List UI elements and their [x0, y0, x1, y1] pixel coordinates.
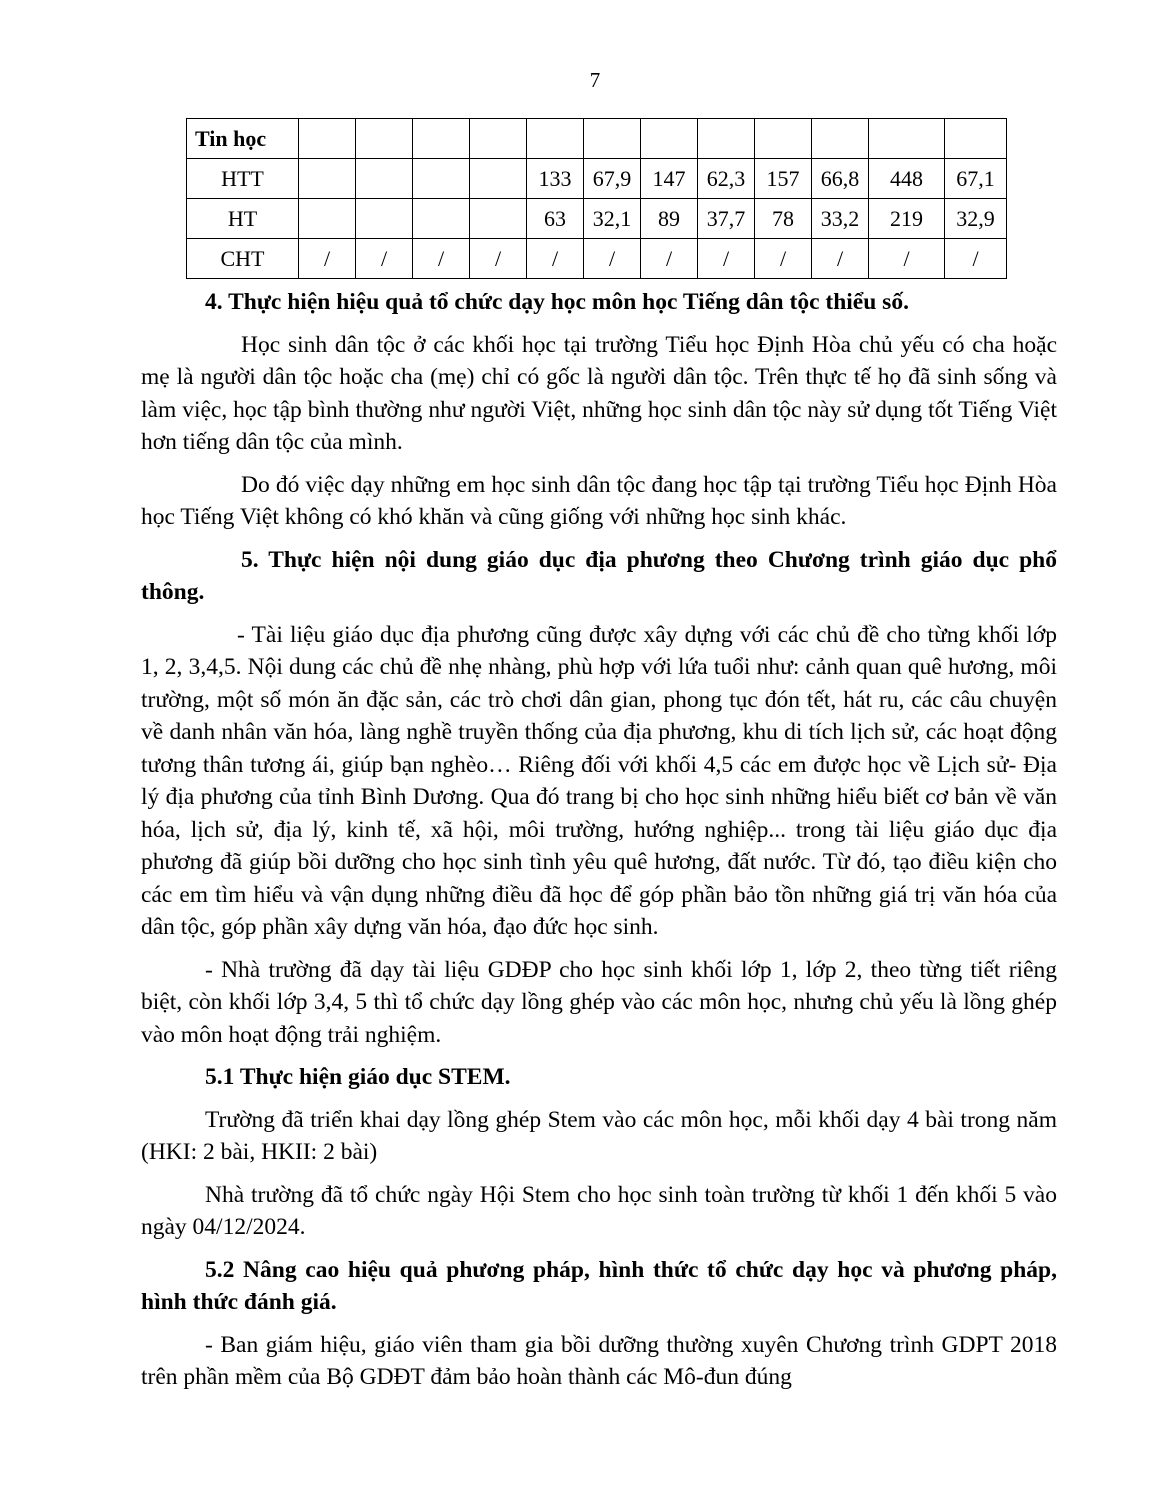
table-row: [187, 199, 1007, 239]
table-cell: /: [413, 239, 470, 279]
table-cell: 219: [869, 199, 945, 239]
table-cell: [470, 159, 527, 199]
table-cell: [698, 119, 755, 159]
table-cell: [584, 119, 641, 159]
table-cell: /: [299, 239, 356, 279]
section-5-1-heading: 5.1 Thực hiện giáo dục STEM.: [205, 1064, 511, 1090]
table-cell: 147: [641, 159, 698, 199]
table-title-row: [187, 119, 1007, 159]
section-5-2-paragraph-1: - Ban giám hiệu, giáo viên tham gia bồi dưỡng thường xuyên Chương trình GDPT 2018 trên phần mềm của Bộ GDĐT đảm bảo hoàn thành các Mô-đun đúng: [141, 1331, 1057, 1390]
table-row: [187, 239, 1007, 279]
table-cell: [641, 119, 698, 159]
table-cell: [812, 119, 869, 159]
table-cell: 63: [527, 199, 584, 239]
table-cell: /: [812, 239, 869, 279]
table-cell: /: [584, 239, 641, 279]
table-cell: /: [470, 239, 527, 279]
table-row: [187, 159, 1007, 199]
page-number: 7: [589, 68, 601, 92]
section-5-heading: 5. Thực hiện nội dung giáo dục địa phương theo Chương trình giáo dục phổ thông.: [141, 546, 1057, 605]
table-title: Tin học: [187, 119, 299, 159]
table-cell: /: [527, 239, 584, 279]
table-cell: [356, 119, 413, 159]
table-cell: [527, 119, 584, 159]
table-cell: 66,8: [812, 159, 869, 199]
table-cell: [755, 119, 812, 159]
table-cell: [470, 119, 527, 159]
table-cell: [299, 199, 356, 239]
section-4-paragraph-2: Do đó việc dạy những em học sinh dân tộc đang học tập tại trường Tiểu học Định Hòa học Tiếng Việt không có khó khăn và cũng giống với những học sinh khác.: [141, 471, 1057, 530]
section-5-1-paragraph-1: Trường đã triển khai dạy lồng ghép Stem vào các môn học, mỗi khối dạy 4 bài trong năm (HKI: 2 bài, HKII: 2 bài): [141, 1106, 1057, 1165]
table-cell: [413, 159, 470, 199]
table-cell: /: [755, 239, 812, 279]
table-cell: /: [356, 239, 413, 279]
table-cell: /: [698, 239, 755, 279]
table-cell: [299, 159, 356, 199]
table-cell: 62,3: [698, 159, 755, 199]
row-label: CHT: [187, 239, 299, 279]
table-cell: [869, 119, 945, 159]
section-5-1-paragraph-2: Nhà trường đã tổ chức ngày Hội Stem cho học sinh toàn trường từ khối 1 đến khối 5 vào ngày 04/12/2024.: [141, 1181, 1057, 1240]
table-cell: 67,1: [945, 159, 1007, 199]
table-cell: 67,9: [584, 159, 641, 199]
section-5-paragraph-1: - Tài liệu giáo dục địa phương cũng được xây dựng với các chủ đề cho từng khối lớp 1, 2, 3,4,5. Nội dung các chủ đề nhẹ nhàng, phù hợp với lứa tuổi như: cảnh quan quê hương, môi trường, một số món ăn đặc sản, các trò chơi dân gian, phong tục đón tết, hát ru, các câu chuyện về danh nhân văn hóa, làng nghề truyền thống của địa phương, khu di tích lịch sử, các hoạt động tương thân tương ái, giúp bạn nghèo… Riêng đối với khối 4,5 các em được học về Lịch sử- Địa lý địa phương của tỉnh Bình Dương. Qua đó trang bị cho học sinh những hiểu biết cơ bản về văn hóa, lịch sử, địa lý, kinh tế, xã hội, môi trường, hướng nghiệp... trong tài liệu giáo dục địa phương đã giúp bồi dưỡng cho học sinh tình yêu quê hương, đất nước. Từ đó, tạo điều kiện cho các em tìm hiểu và vận dụng những điều đã học để góp phần bảo tồn những giá trị văn hóa của dân tộc, góp phần xây dựng văn hóa, đạo đức học sinh.: [141, 621, 1057, 940]
document-body: [141, 286, 1057, 1404]
table-cell: [413, 199, 470, 239]
table-cell: [299, 119, 356, 159]
table-cell: [945, 119, 1007, 159]
row-label: HTT: [187, 159, 299, 199]
section-4-heading: 4. Thực hiện hiệu quả tổ chức dạy học môn học Tiếng dân tộc thiểu số.: [205, 289, 909, 315]
section-4-paragraph-1: Học sinh dân tộc ở các khối học tại trường Tiểu học Định Hòa chủ yếu có cha hoặc mẹ là người dân tộc hoặc cha (mẹ) chỉ có gốc là người dân tộc. Trên thực tế họ đã sinh sống và làm việc, học tập bình thường như người Việt, những học sinh dân tộc này sử dụng tốt Tiếng Việt hơn tiếng dân tộc của mình.: [141, 331, 1057, 455]
table-cell: 157: [755, 159, 812, 199]
table-cell: 89: [641, 199, 698, 239]
table-cell: 78: [755, 199, 812, 239]
table-cell: [356, 199, 413, 239]
table-cell: /: [869, 239, 945, 279]
table-cell: 448: [869, 159, 945, 199]
table-cell: 37,7: [698, 199, 755, 239]
section-5-paragraph-2: - Nhà trường đã dạy tài liệu GDĐP cho học sinh khối lớp 1, lớp 2, theo từng tiết riêng biệt, còn khối lớp 3,4, 5 thì tổ chức dạy lồng ghép vào các môn học, nhưng chủ yếu là lồng ghép vào môn hoạt động trải nghiệm.: [141, 956, 1057, 1048]
table-cell: /: [945, 239, 1007, 279]
table-cell: [413, 119, 470, 159]
table-cell: 32,9: [945, 199, 1007, 239]
section-5-2-heading: 5.2 Nâng cao hiệu quả phương pháp, hình thức tổ chức dạy học và phương pháp, hình thức đánh giá.: [141, 1256, 1057, 1315]
table-cell: 133: [527, 159, 584, 199]
table-cell: 33,2: [812, 199, 869, 239]
table-cell: /: [641, 239, 698, 279]
table-cell: [356, 159, 413, 199]
table-cell: [470, 199, 527, 239]
tin-hoc-table: [186, 118, 1007, 279]
table-cell: 32,1: [584, 199, 641, 239]
row-label: HT: [187, 199, 299, 239]
